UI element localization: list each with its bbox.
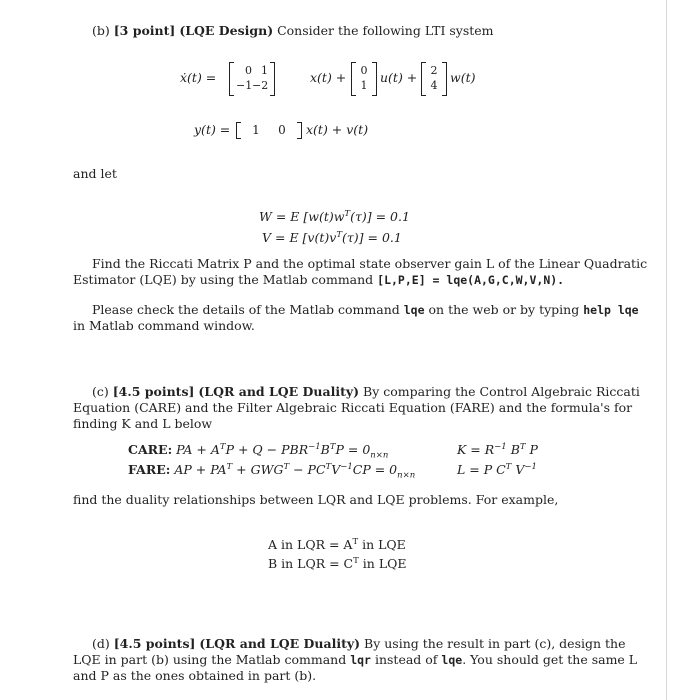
l-eq-b: V — [515, 462, 525, 477]
part-d-title: (LQR and LQE Duality) — [199, 636, 361, 651]
part-b-heading — [92, 23, 494, 39]
matrix-a-cell: 0 — [245, 64, 252, 77]
matrix-B — [351, 62, 377, 96]
part-b-label: (b) — [92, 23, 110, 38]
part-d-line1: By using the result in part (c), design the — [364, 636, 626, 651]
part-c-label: (c) — [92, 384, 109, 399]
matrix-c-cell: 1 — [252, 123, 260, 137]
inverse-mark: −1 — [494, 441, 507, 452]
matrix-g-cell: 2 — [430, 64, 438, 77]
W-covariance — [259, 209, 410, 225]
matrix-g-cell: 4 — [430, 79, 438, 92]
k-eq-c: P — [529, 442, 538, 457]
k-eq-b: B — [510, 442, 520, 457]
u-term: u(t) + — [380, 70, 418, 85]
fare-equation — [128, 461, 416, 481]
part-d-points: [4.5 points] — [113, 636, 196, 651]
matrix-c-cell: 0 — [278, 123, 286, 137]
transpose-mark: T — [352, 536, 359, 547]
part-c-points: [4.5 points] — [112, 384, 195, 399]
cmd-help-lqe: help lqe — [583, 303, 639, 317]
matrix-a-cell: −1 — [236, 79, 253, 92]
duality-instruction: find the duality relationships between LQR and LQE problems. For example, — [73, 492, 559, 507]
fare-eq-b: + GWG — [236, 462, 284, 477]
transpose-mark: T — [219, 441, 226, 452]
ex1-end: in LQE — [362, 537, 406, 552]
care-eq-d: P = 0 — [335, 442, 371, 457]
find-line-2-text: Estimator (LQE) by using the Matlab command — [73, 272, 374, 287]
transpose-mark: T — [325, 461, 332, 472]
part-d-line2c: . You should get the same L — [462, 652, 638, 667]
and-let-text: and let — [73, 166, 117, 181]
page-edge-divider — [666, 0, 667, 700]
part-d-line-2 — [73, 652, 637, 668]
care-label: CARE: — [128, 442, 173, 457]
w-eq-end: (τ)] = 0.1 — [350, 209, 410, 224]
part-b-intro: Consider the following LTI system — [277, 23, 494, 38]
v-eq-end: (τ)] = 0.1 — [342, 230, 402, 245]
part-c-line1: By comparing the Control Algebraic Riccati — [363, 384, 640, 399]
check-line-1 — [92, 302, 639, 318]
transpose-mark: T — [519, 441, 526, 452]
transpose-mark: T — [329, 441, 336, 452]
cmd-lqe: lqe — [403, 303, 425, 317]
matrix-a-cell: −2 — [252, 79, 269, 92]
part-d-line2a: LQE in part (b) using the Matlab command — [73, 652, 347, 667]
transpose-mark: T — [283, 461, 290, 472]
part-d-heading — [92, 636, 625, 652]
ex2-text: B in LQR = C — [268, 556, 354, 571]
transpose-mark: T — [336, 229, 342, 240]
ex2-end: in LQE — [362, 556, 407, 571]
transpose-mark: T — [505, 461, 512, 472]
fare-eq-c: − PC — [293, 462, 326, 477]
inverse-mark: −1 — [524, 461, 537, 472]
fare-eq-a: AP + PA — [174, 462, 227, 477]
check-text-b: on the web or by typing — [428, 302, 580, 317]
matrix-b-cell: 1 — [360, 79, 368, 92]
matlab-command-lqe: [L,P,E] = lqe(A,G,C,W,V,N). — [377, 273, 565, 287]
part-c-line-2: Equation (CARE) and the Filter Algebraic Riccati Equation (FARE) and the formula's for — [73, 400, 633, 415]
check-line-2: in Matlab command window. — [73, 318, 255, 333]
k-eq-a: K = R — [457, 442, 495, 457]
K-formula — [457, 442, 538, 458]
output-eq-rhs: x(t) + v(t) — [306, 122, 369, 137]
duality-example-1 — [268, 537, 406, 553]
transpose-mark: T — [344, 208, 351, 219]
state-eq-lhs: ẋ(t) = — [180, 70, 217, 85]
find-line-1: Find the Riccati Matrix P and the optimal state observer gain L of the Linear Quadratic — [92, 256, 648, 271]
x-term: x(t) + — [310, 70, 347, 85]
part-b-title: (LQE Design) — [179, 23, 274, 38]
part-d-label: (d) — [92, 636, 110, 651]
cmd-lqe: lqe — [441, 653, 463, 667]
matrix-b-cell: 0 — [360, 64, 368, 77]
l-eq-a: L = P C — [457, 462, 506, 477]
matrix-G — [421, 62, 447, 96]
ex1-text: A in LQR = A — [268, 537, 353, 552]
output-eq-lhs: y(t) = — [194, 122, 231, 137]
w-term: w(t) — [450, 70, 476, 85]
care-eq-a: PA + A — [176, 442, 220, 457]
matrix-a-cell: 1 — [261, 64, 268, 77]
transpose-mark: T — [226, 461, 233, 472]
part-c-title: (LQR and LQE Duality) — [198, 384, 360, 399]
cmd-lqr: lqr — [350, 653, 371, 667]
fare-eq-d: V — [331, 462, 341, 477]
transpose-mark: T — [353, 555, 359, 566]
duality-example-2 — [268, 556, 407, 572]
care-eq-b: P + Q − PBR — [225, 442, 309, 457]
care-eq-c: B — [320, 442, 330, 457]
L-formula — [457, 462, 537, 478]
nxn-subscript: n×n — [370, 450, 389, 461]
part-b-points: [3 point] — [113, 23, 176, 38]
matrix-A — [229, 62, 275, 96]
check-text-a: Please check the details of the Matlab command — [92, 302, 400, 317]
fare-eq-e: CP = 0 — [352, 462, 398, 477]
V-covariance — [262, 230, 402, 246]
nxn-subscript: n×n — [397, 470, 416, 481]
part-c-heading — [92, 384, 640, 400]
part-d-line2b: instead of — [374, 652, 438, 667]
care-equation — [128, 441, 389, 461]
matrix-C — [236, 122, 302, 139]
find-line-2 — [73, 272, 564, 288]
part-d-line-3: and P as the ones obtained in part (b). — [73, 668, 317, 683]
inverse-mark: −1 — [308, 441, 321, 452]
fare-label: FARE: — [128, 462, 171, 477]
v-eq-text: V = E [v(t)v — [262, 230, 337, 245]
w-eq-text: W = E [w(t)w — [259, 209, 345, 224]
inverse-mark: −1 — [340, 461, 353, 472]
part-c-line-3: finding K and L below — [73, 416, 213, 431]
